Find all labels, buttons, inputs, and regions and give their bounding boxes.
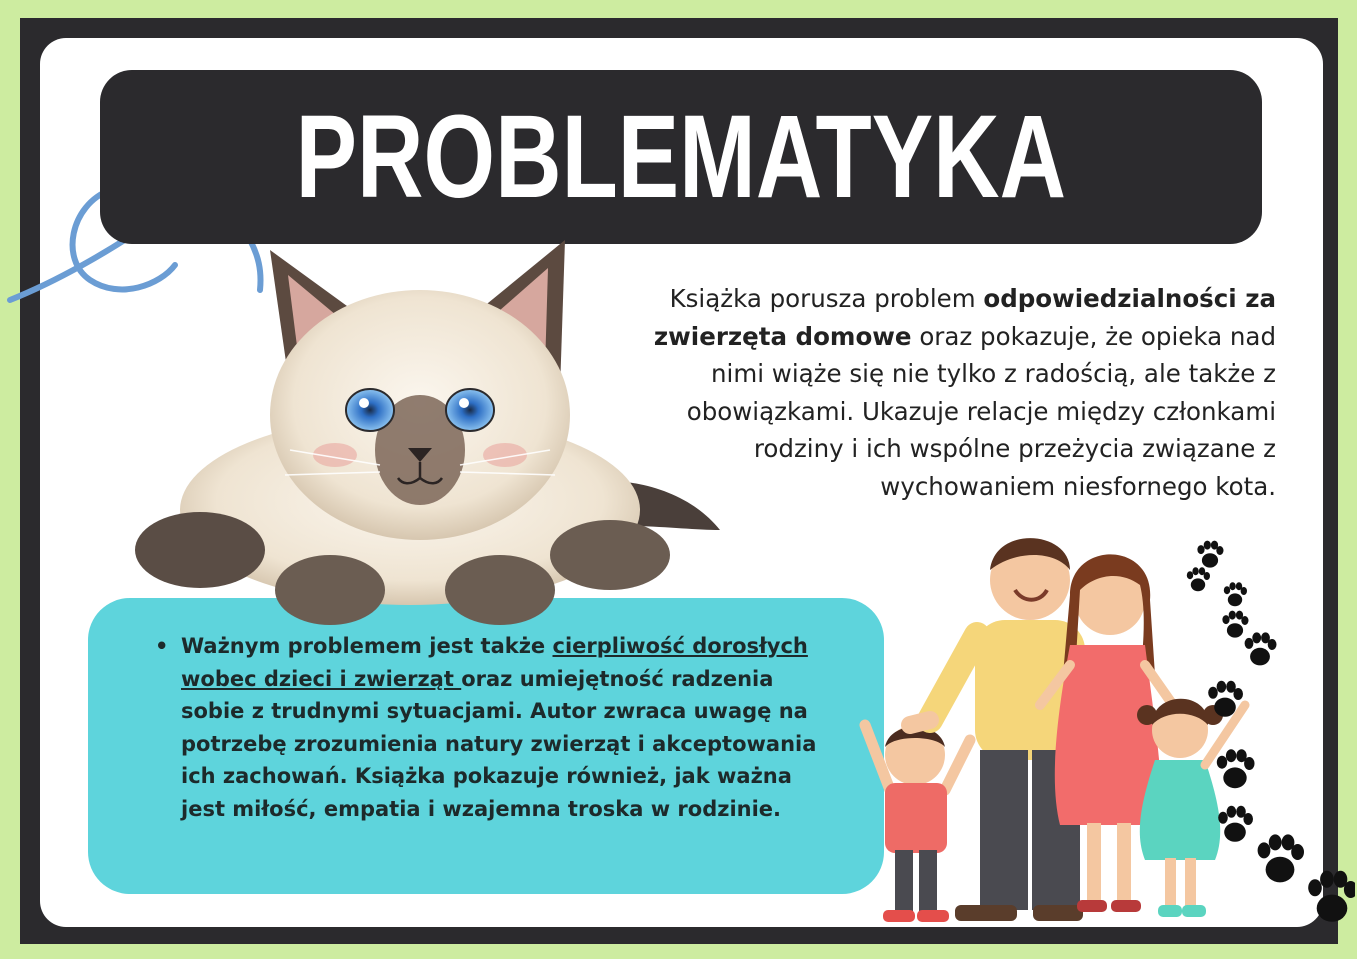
teal-box-text <box>155 630 841 825</box>
description-part2: oraz pokazuje, że opieka nad nimi wiąże się nie tylko z radością, ale także z obowiązkami. Ukazuje relacje między członkami rodziny i ich wspólne przeżycia związane z wychowaniem niesfornego kota. <box>686 321 1276 501</box>
bullet-point: • <box>155 634 169 658</box>
description-part1: Książka porusza problem <box>669 284 984 313</box>
cat-icon <box>120 230 730 630</box>
teal-underlined: cierpliwość dorosłych wobec dzieci i zwierząt <box>181 634 808 691</box>
page-title: PROBLEMATYKA <box>295 91 1067 223</box>
teal-lead: Ważnym problemem jest także <box>181 634 553 658</box>
description-bold: odpowiedzialności za zwierzęta domowe <box>653 284 1276 351</box>
title-banner <box>100 70 1262 244</box>
teal-rest: oraz umiejętność radzenia sobie z trudnymi sytuacjami. Autor zwraca uwagę na potrzebę zrozumienia natury zwierząt i akceptowania ich zachowań. Książka pokazuje również, jak ważna jest miłość, empatia i wzajemna troska w rodzinie. <box>181 666 817 821</box>
paw-prints-icon <box>1180 535 1355 925</box>
